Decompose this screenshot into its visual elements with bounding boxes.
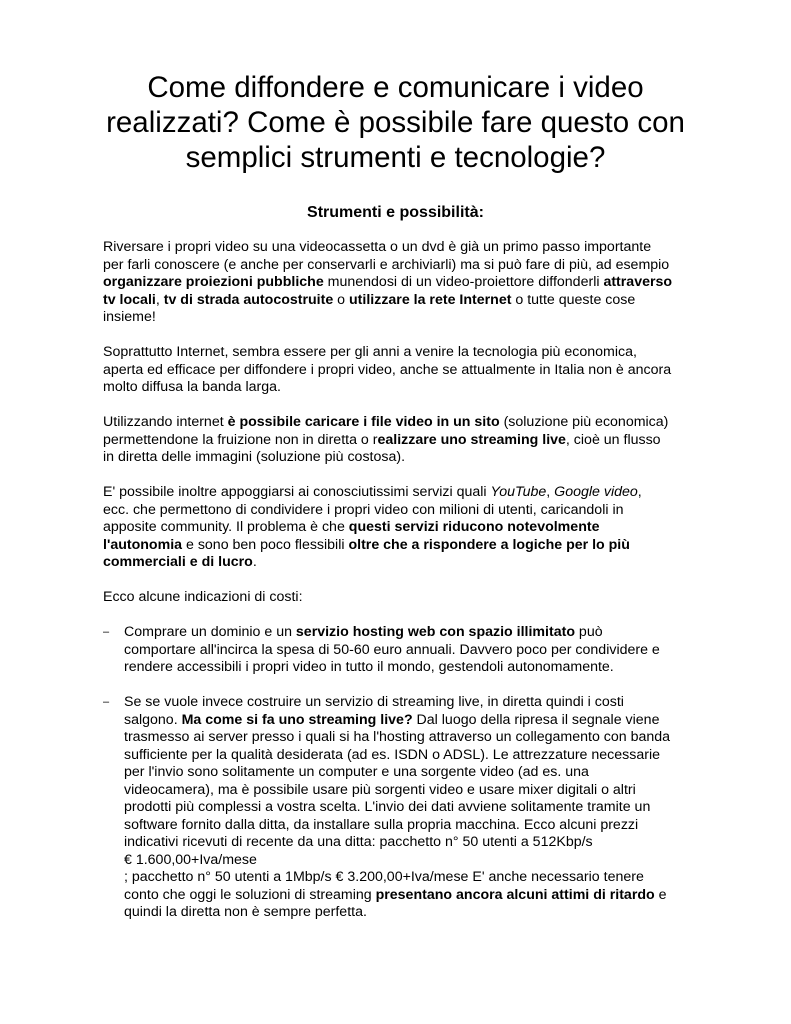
text-line (103, 274, 703, 292)
text-line (103, 292, 703, 310)
bold-text: utilizzare la rete Internet (349, 291, 512, 308)
bold-text: servizio hosting web con spazio illimitato (295, 624, 575, 640)
text-line: prodotti più complessi a vostra scelta. L'invio dei dati avviene solitamente tramite un (124, 799, 651, 815)
title-line: semplici strumenti e tecnologie? (185, 141, 606, 174)
text-line: sufficiente per la qualità desiderata (ad es. ISDN o ADSL). Le attrezzature necessarie (124, 746, 660, 763)
text-span: Dal luogo della ripresa il segnale viene (412, 711, 660, 728)
list-item (103, 694, 703, 922)
text-line: ; pacchetto n° 50 utenti a 1Mbp/s € 3.200,00+Iva/mese E' anche necessario tenere (124, 869, 644, 885)
text-line: quindi la diretta non è sempre perfetta. (124, 904, 367, 920)
text-span: (soluzione più economica) (499, 414, 669, 430)
bold-text: è possibile caricare i file video in un sito (227, 414, 500, 430)
text-span: conto che oggi le soluzioni di streaming (124, 886, 376, 903)
document-body (103, 239, 703, 939)
text-span: , (637, 484, 642, 500)
text-span: e (654, 886, 667, 903)
bold-text: commerciali e di lucro (103, 554, 253, 570)
text-line: rendere accessibili i propri video in tutto il mondo, gestendoli autonomamente. (124, 659, 614, 675)
bullet-dash-icon: – (103, 626, 110, 638)
bold-text: ome si fa uno streaming live? (213, 711, 413, 728)
text-line: indicativi ricevuti di recente da una ditta: pacchetto n° 50 utenti a 512Kbp/s (124, 834, 593, 850)
text-line: per farli conoscere (e anche per conservarli e archiviarli) ma si può fare di più, ad esempio (103, 256, 670, 273)
bold-text: ealizzare uno streaming live (377, 431, 566, 448)
text-span: munendosi di un video-proiettore diffonderli (323, 274, 604, 290)
text-span: permettendone la fruizione non in diretta o r (103, 431, 378, 448)
text-line: Ecco alcune indicazioni di costi: (103, 589, 303, 605)
text-line: in diretta delle immagini (soluzione più costosa). (103, 449, 406, 465)
text-line: trasmesso ai server presso i quali si ha l'hosting attraverso un collegamento con banda (124, 729, 671, 745)
text-line (103, 554, 703, 572)
text-line: molto diffusa la banda larga. (103, 379, 281, 395)
text-span: E' possibile inoltre appoggiarsi ai conosciutissimi servizi quali (103, 484, 491, 500)
paragraph-intro (103, 239, 703, 327)
text-span: , cioè un flusso (565, 431, 661, 448)
text-span: , (155, 291, 164, 308)
bold-text: presentano ancora alcuni attimi di ritardo (375, 886, 655, 903)
text-line: software fornito dalla ditta, da installare sulla propria macchina. Ecco alcuni prezzi (124, 816, 639, 833)
text-line: Riversare i propri video su una videocassetta o un dvd è già un primo passo importante (103, 239, 652, 255)
text-line (124, 624, 703, 642)
text-line: Se se vuole invece costruire un servizio di streaming live, in diretta quindi i costi (124, 694, 624, 710)
text-line (103, 484, 703, 502)
title-line: realizzati? Come è possibile fare questo con (106, 106, 685, 139)
text-line (103, 519, 703, 537)
text-span: . (252, 554, 257, 570)
italic-text: YouTube (490, 484, 547, 500)
page-title (60, 70, 731, 175)
text-line: Soprattutto Internet, sembra essere per gli anni a venire la tecnologia più economica, (103, 344, 637, 360)
list-item (103, 624, 703, 677)
bold-text: Ma c (181, 711, 214, 728)
text-line: per l'invio sono solitamente un computer e una sorgente video (ad es. una (124, 764, 589, 780)
paragraph-costs-intro (103, 589, 703, 607)
title-line: Come diffondere e comunicare i video (147, 71, 644, 104)
bold-text: attraverso (603, 274, 673, 290)
cost-list (103, 624, 703, 922)
text-line: € 1.600,00+Iva/mese (124, 851, 257, 868)
text-line: aperta ed efficace per diffondere i propri video, anche se attualmente in Italia non è ancora (103, 361, 672, 378)
text-span: , (546, 484, 555, 500)
text-span: Utilizzando internet (103, 414, 228, 430)
text-span: Comprare un dominio e un (124, 624, 296, 640)
text-line (124, 887, 703, 905)
text-span: o tutte queste cose (511, 291, 636, 308)
paragraph-internet (103, 344, 703, 397)
text-line: comportare all'incirca la spesa di 50-60 euro annuali. Davvero poco per condividere e (124, 641, 660, 658)
paragraph-services (103, 484, 703, 572)
bold-text: tv di strada autocostruite (163, 291, 334, 308)
bold-text: l'autonomia (103, 536, 183, 553)
bold-text: tv locali (103, 291, 156, 308)
italic-text: Google video (554, 484, 638, 500)
text-line: ecc. che permettono di condividere i propri video con milioni di utenti, caricandoli in (103, 501, 624, 518)
text-line (124, 712, 703, 730)
text-line: videocamera), ma è possibile usare più sorgenti video e usare mixer digitali o altri (124, 781, 636, 798)
paragraph-upload (103, 414, 703, 467)
bold-text: oltre che a rispondere a logiche per lo più (348, 536, 630, 553)
bold-text: questi servizi riducono notevolmente (348, 519, 600, 535)
text-line (103, 432, 703, 450)
bullet-dash-icon: – (103, 696, 110, 708)
text-line (103, 414, 703, 432)
text-line (103, 537, 703, 555)
bold-text: organizzare proiezioni pubbliche (103, 274, 324, 290)
text-span: e sono ben poco flessibili (182, 536, 349, 553)
text-span: o (333, 291, 350, 308)
section-heading: Strumenti e possibilità: (307, 204, 484, 221)
text-span: può (574, 624, 603, 640)
text-span: apposite community. Il problema è che (103, 519, 349, 535)
text-span: salgono. (124, 711, 182, 728)
text-line: insieme! (103, 309, 156, 325)
